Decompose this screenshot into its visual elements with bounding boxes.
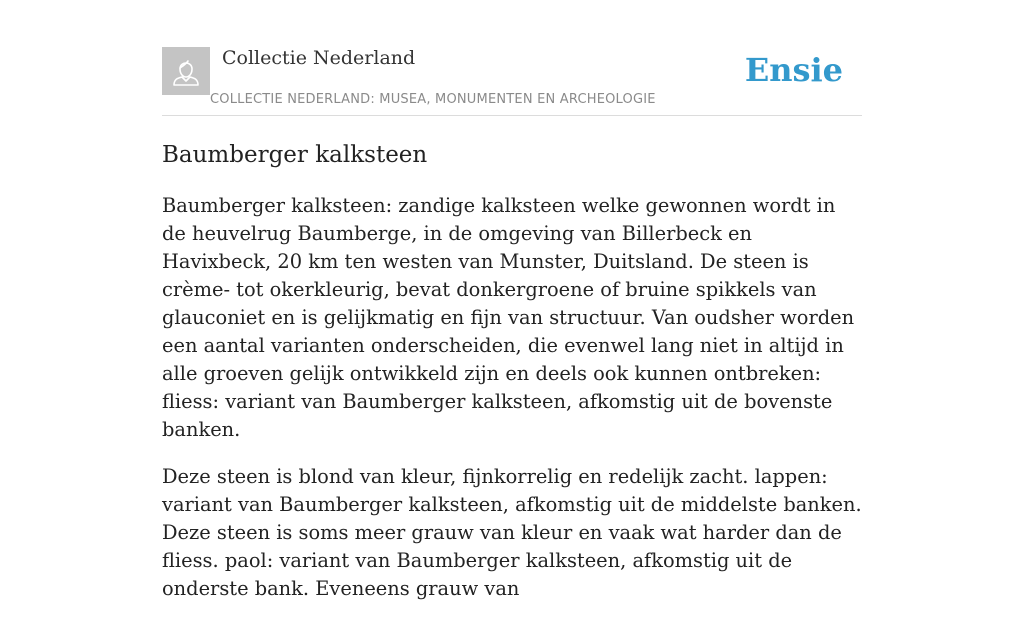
site-logo[interactable]: Ensie bbox=[744, 51, 843, 89]
user-avatar-icon[interactable] bbox=[162, 47, 210, 95]
article-paragraph: Deze steen is blond van kleur, fijnkorrelig en redelijk zacht. lappen: variant van Baumberger kalksteen, afkomstig uit de middelste banken. Deze steen is soms meer grauw van kleur en vaak wat harder dan de fliess. paol: variant van Baumberger kalksteen, afkomstig uit de onderste bank. Eveneens grauw van bbox=[162, 465, 862, 600]
article-title: Baumberger kalksteen bbox=[162, 142, 428, 168]
article-body bbox=[162, 192, 862, 622]
collection-name[interactable]: COLLECTIE NEDERLAND: MUSEA, MONUMENTEN EN ARCHEOLOGIE bbox=[210, 92, 656, 107]
article-paragraph: Baumberger kalksteen: zandige kalksteen welke gewonnen wordt in de heuvelrug Baumberge, in de omgeving van Billerbeck en Havixbeck, 20 km ten westen van Munster, Duitsland. De steen is crème- tot okerkleurig, bevat donkergroene of bruine spikkels van glauconiet en is gelijkmatig en fijn van structuur. Van oudsher worden een aantal varianten onderscheiden, die evenwel lang niet in altijd in alle groeven gelijk ontwikkeld zijn en deels ook kunnen ontbreken: fliess: variant van Baumberger kalksteen, afkomstig uit de bovenste banken. bbox=[162, 194, 855, 441]
article-header bbox=[162, 46, 862, 116]
author-name[interactable]: Collectie Nederland bbox=[222, 47, 416, 69]
